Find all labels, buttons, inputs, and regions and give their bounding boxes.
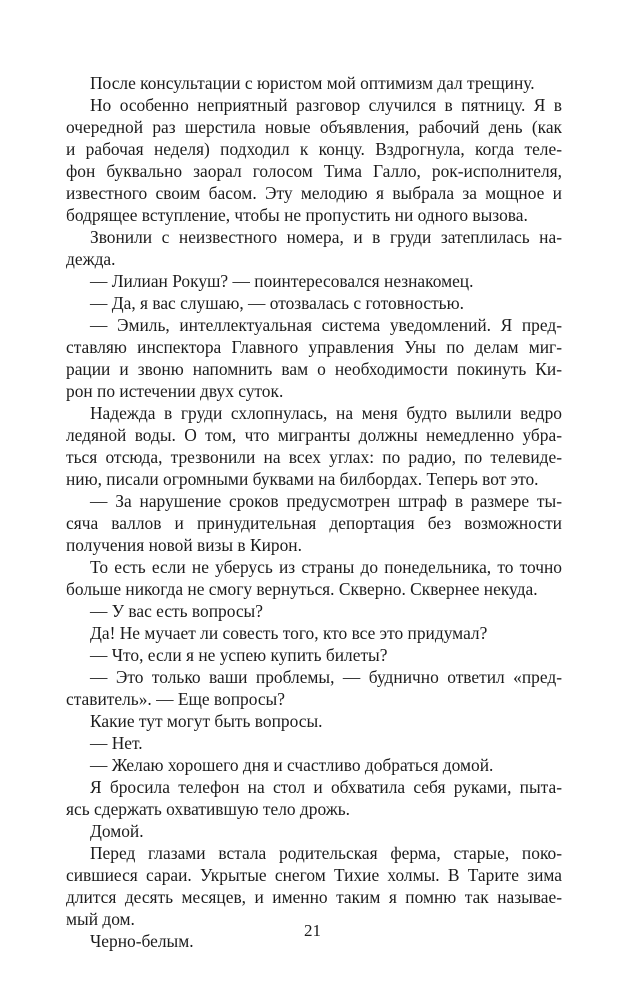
- text-line: Перед глазами встала родительская ферма, старые, поко-: [90, 843, 562, 863]
- text-line: очередной раз шерстила новые объявления, рабочий день (как: [66, 117, 562, 137]
- text-line: рации и звоню напомнить вам о необходимости покинуть Ки-: [66, 359, 562, 379]
- text-line: — Нет.: [90, 733, 143, 753]
- text-line: известного своим басом. Эту мелодию я выбрала за мощное и: [66, 183, 562, 203]
- text-line: длится десять месяцев, и именно таким я помню так называе-: [66, 887, 562, 907]
- text-line: Надежда в груди схлопнулась, на меня будто вылили ведро: [90, 403, 562, 423]
- text-line: Я бросила телефон на стол и обхватила себя руками, пыта-: [90, 777, 562, 797]
- text-line: — Что, если я не успею купить билеты?: [90, 645, 388, 665]
- text-line: больше никогда не смогу вернуться. Скверно. Сквернее некуда.: [66, 579, 538, 599]
- text-line: ставляю инспектора Главного управления Уны по делам миг-: [66, 337, 562, 357]
- text-line: То есть если не уберусь из страны до понедельника, то точно: [90, 557, 562, 577]
- text-line: — Лилиан Рокуш? — поинтересовался незнакомец.: [90, 271, 474, 291]
- text-line: ледяной воды. О том, что мигранты должны немедленно убра-: [66, 425, 562, 445]
- text-line: нию, писали огромными буквами на билбордах. Теперь вот это.: [66, 469, 539, 489]
- text-line: — Желаю хорошего дня и счастливо добраться домой.: [90, 755, 494, 775]
- text-line: — Это только ваши проблемы, — буднично ответил «пред-: [90, 667, 562, 687]
- text-line: ставитель». — Еще вопросы?: [66, 689, 285, 709]
- text-line: — Да, я вас слушаю, — отозвалась с готовностью.: [90, 293, 464, 313]
- text-line: дежда.: [66, 249, 116, 269]
- text-line: — Эмиль, интеллектуальная система уведомлений. Я пред-: [90, 315, 562, 335]
- text-line: рон по истечении двух суток.: [66, 381, 284, 401]
- text-line: сившиеся сараи. Укрытые снегом Тихие холмы. В Тарите зима: [66, 865, 562, 885]
- text-line: бодрящее вступление, чтобы не пропустить ни одного вызова.: [66, 205, 528, 225]
- text-line: мый дом.: [66, 909, 135, 929]
- text-line: После консультации с юристом мой оптимизм дал трещину.: [90, 73, 535, 93]
- text-line: Домой.: [90, 821, 144, 841]
- body-text: [66, 72, 562, 952]
- text-line: Звонили с неизвестного номера, и в груди затеплилась на-: [90, 227, 562, 247]
- text-line: и рабочая неделя) подходил к концу. Вздрогнула, когда теле-: [66, 139, 562, 159]
- text-line: фон буквально заорал голосом Тима Галло, рок-исполнителя,: [66, 161, 562, 181]
- text-line: ясь сдержать охватившую тело дрожь.: [66, 799, 351, 819]
- text-line: Да! Не мучает ли совесть того, кто все это придумал?: [90, 623, 488, 643]
- text-line: Какие тут могут быть вопросы.: [90, 711, 323, 731]
- text-line: Но особенно неприятный разговор случился в пятницу. Я в: [90, 95, 562, 115]
- text-line: — За нарушение сроков предусмотрен штраф в размере ты-: [90, 491, 562, 511]
- text-line: — У вас есть вопросы?: [90, 601, 263, 621]
- text-line: сяча валлов и принудительная депортация без возможности: [66, 513, 562, 533]
- text-line: получения новой визы в Кирон.: [66, 535, 302, 555]
- page-number: 21: [304, 921, 321, 940]
- text-line: ться отсюда, трезвонили на всех углах: по радио, по телевиде-: [66, 447, 562, 467]
- text-line: Черно-белым.: [90, 931, 194, 951]
